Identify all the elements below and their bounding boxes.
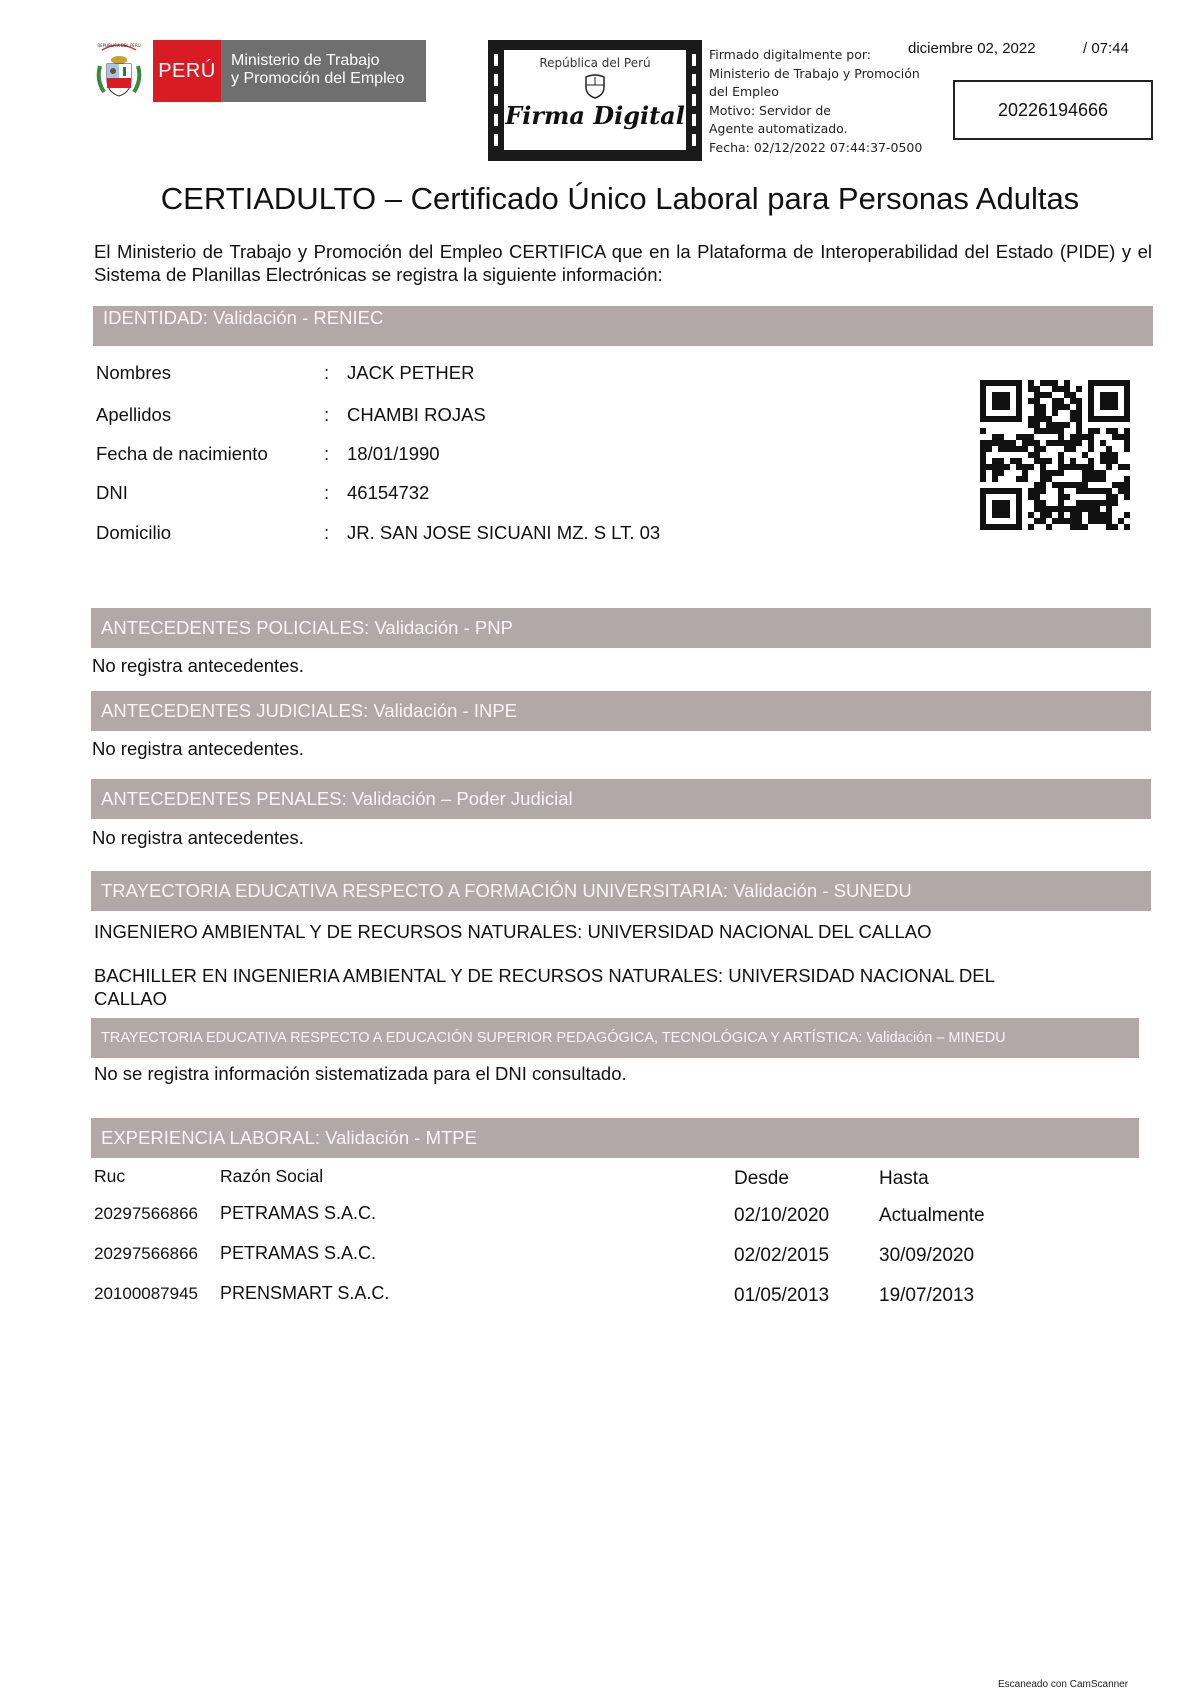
intro-paragraph: El Ministerio de Trabajo y Promoción del Empleo CERTIFICA que en la Plataforma de Interoperabilidad del Estado (PIDE) y el Sistema de Planillas Electrónicas se registra la siguiente información: <box>94 241 1152 285</box>
column-header-ruc: Ruc <box>94 1166 126 1186</box>
qr-code-icon <box>980 380 1130 530</box>
firma-digital-logo <box>488 40 702 161</box>
identity-colon: : <box>324 443 330 464</box>
penales-text: No registra antecedentes. <box>92 827 304 848</box>
digital-signature-info <box>709 46 939 157</box>
experience-section-header: EXPERIENCIA LABORAL: Validación - MTPE <box>91 1118 1139 1158</box>
row-ruc: 20100087945 <box>94 1284 199 1303</box>
identity-value-nombres: JACK PETHER <box>347 362 475 383</box>
identity-colon: : <box>324 522 330 543</box>
peru-label: PERÚ <box>153 40 221 102</box>
page-title: CERTIADULTO – Certificado Único Laboral para Personas Adultas <box>160 181 1080 216</box>
column-header-razon-social: Razón Social <box>220 1166 324 1186</box>
policiales-section-header: ANTECEDENTES POLICIALES: Validación - PNP <box>91 608 1151 648</box>
identity-label-fecha: Fecha de nacimiento <box>96 443 268 464</box>
identity-colon: : <box>324 362 330 383</box>
row-razon-social: PRENSMART S.A.C. <box>220 1283 390 1303</box>
signature-line-2: Ministerio de Trabajo y Promoción <box>709 65 920 81</box>
superior-section-header: TRAYECTORIA EDUCATIVA RESPECTO A EDUCACIÓN SUPERIOR PEDAGÓGICA, TECNOLÓGICA Y ARTÍSTICA: Validación – MINEDU <box>91 1018 1139 1058</box>
issue-time: / 07:44 <box>1083 40 1129 57</box>
firma-digital-text: Firma Digital <box>505 101 685 130</box>
coat-of-arms-icon <box>96 40 142 100</box>
universitaria-item-2: BACHILLER EN INGENIERIA AMBIENTAL Y DE RECURSOS NATURALES: UNIVERSIDAD NACIONAL DEL <box>94 965 995 986</box>
signature-line-4: Motivo: Servidor de <box>709 102 831 118</box>
row-hasta: 30/09/2020 <box>879 1245 975 1266</box>
row-ruc: 20297566866 <box>94 1244 199 1263</box>
identity-label-apellidos: Apellidos <box>96 404 172 425</box>
signature-line-1: Firmado digitalmente por: <box>709 47 871 62</box>
superior-text: No se registra información sistematizada para el DNI consultado. <box>94 1063 627 1084</box>
firma-republica-text: República del Perú <box>539 56 651 70</box>
judiciales-section-header: ANTECEDENTES JUDICIALES: Validación - INPE <box>91 691 1151 731</box>
row-desde: 02/10/2020 <box>734 1205 830 1226</box>
identity-value-fecha: 18/01/1990 <box>347 443 440 464</box>
signature-line-5: Agente automatizado. <box>709 121 848 136</box>
row-desde: 02/02/2015 <box>734 1245 830 1266</box>
certificate-number: 20226194666 <box>953 80 1153 140</box>
judiciales-text: No registra antecedentes. <box>92 738 304 759</box>
issue-date: diciembre 02, 2022 <box>908 40 1036 57</box>
row-desde: 01/05/2013 <box>734 1285 830 1306</box>
identity-colon: : <box>324 482 330 503</box>
identity-section-header: IDENTIDAD: Validación - RENIEC <box>93 306 1153 346</box>
universitaria-section-header: TRAYECTORIA EDUCATIVA RESPECTO A FORMACIÓN UNIVERSITARIA: Validación - SUNEDU <box>91 871 1151 911</box>
penales-section-header: ANTECEDENTES PENALES: Validación – Poder Judicial <box>91 779 1151 819</box>
column-header-desde: Desde <box>734 1168 789 1189</box>
crest-icon <box>582 73 608 99</box>
universitaria-item-1: INGENIERO AMBIENTAL Y DE RECURSOS NATURALES: UNIVERSIDAD NACIONAL DEL CALLAO <box>94 921 932 942</box>
ministry-label <box>221 40 426 102</box>
signature-line-3: del Empleo <box>709 84 779 99</box>
row-hasta: 19/07/2013 <box>879 1285 975 1306</box>
identity-value-domicilio: JR. SAN JOSE SICUANI MZ. S LT. 03 <box>347 522 661 543</box>
identity-value-dni: 46154732 <box>347 482 430 503</box>
row-razon-social: PETRAMAS S.A.C. <box>220 1243 377 1263</box>
identity-colon: : <box>324 404 330 425</box>
row-hasta: Actualmente <box>879 1205 985 1226</box>
universitaria-item-2-continued: CALLAO <box>94 988 168 1009</box>
identity-label-domicilio: Domicilio <box>96 522 172 543</box>
policiales-text: No registra antecedentes. <box>92 655 304 676</box>
scanner-watermark: Escaneado con CamScanner <box>998 1679 1129 1690</box>
row-ruc: 20297566866 <box>94 1204 199 1223</box>
svg-text:REPÚBLICA DEL PERÚ: REPÚBLICA DEL PERÚ <box>97 43 141 48</box>
identity-value-apellidos: CHAMBI ROJAS <box>347 404 486 425</box>
ministry-line-1: Ministerio de Trabajo <box>231 52 380 69</box>
identity-label-nombres: Nombres <box>96 362 172 383</box>
column-header-hasta: Hasta <box>879 1168 929 1189</box>
identity-label-dni: DNI <box>96 482 128 503</box>
row-razon-social: PETRAMAS S.A.C. <box>220 1203 377 1223</box>
ministry-line-2: y Promoción del Empleo <box>231 70 405 87</box>
signature-line-6: Fecha: 02/12/2022 07:44:37-0500 <box>709 139 923 155</box>
